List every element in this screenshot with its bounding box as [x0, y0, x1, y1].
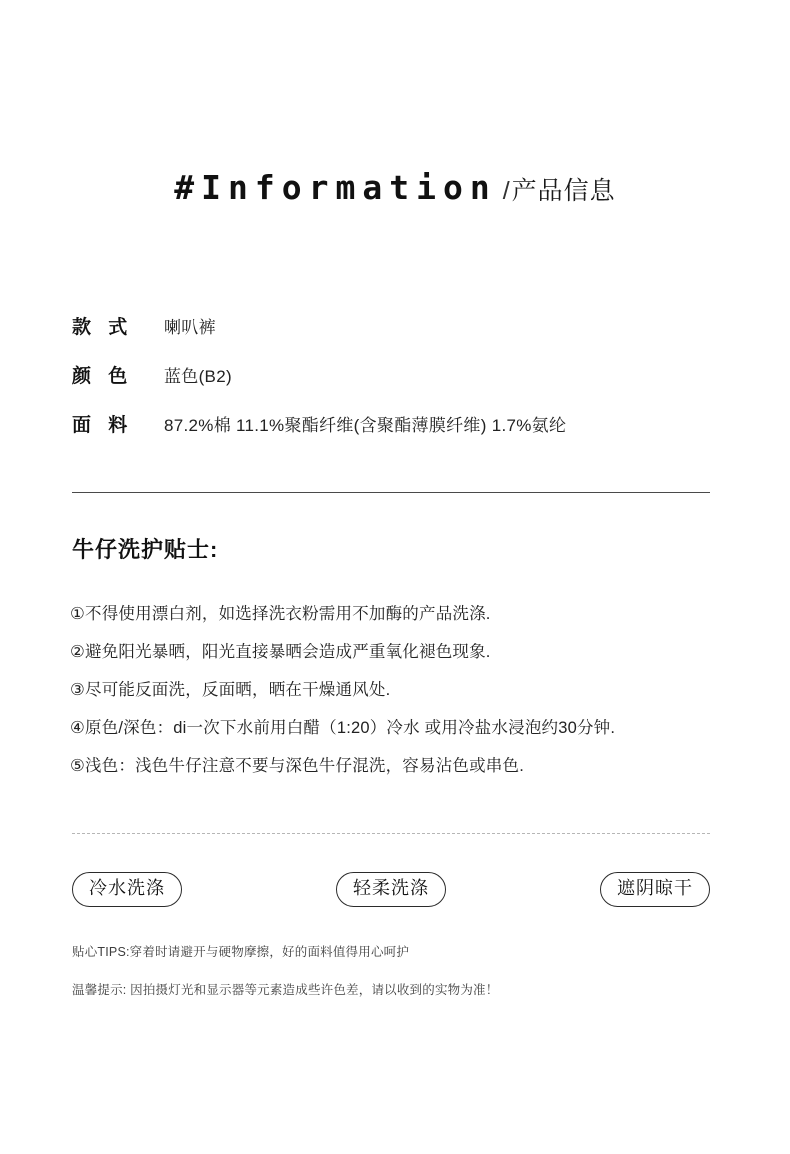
spec-label-style: 款 式 — [72, 317, 134, 338]
care-badge-group — [72, 872, 710, 907]
page-title-cn: 产品信息 — [511, 177, 616, 205]
divider-solid — [72, 492, 710, 493]
spec-label-fabric: 面 料 — [72, 415, 134, 436]
page-title — [0, 168, 790, 207]
care-tips-list — [70, 604, 730, 794]
page-title-separator: / — [502, 177, 510, 205]
list-item: ⑤浅色：浅色牛仔注意不要与深色牛仔混洗，容易沾色或串色. — [70, 757, 524, 775]
care-tips-title: 牛仔洗护贴士: — [72, 537, 219, 562]
spec-table — [72, 312, 718, 459]
spec-label-color: 颜 色 — [72, 366, 134, 387]
list-item: ③尽可能反面洗，反面晒，晒在干燥通风处. — [70, 681, 391, 699]
spec-row — [72, 312, 718, 339]
status-badge-shade-dry: 遮阴晾干 — [600, 872, 710, 907]
divider-dashed — [72, 833, 710, 834]
list-item: ②避免阳光暴晒，阳光直接暴晒会造成严重氧化褪色现象. — [70, 643, 491, 661]
footnote-color-disclaimer: 温馨提示: 因拍摄灯光和显示器等元素造成些许色差，请以收到的实物为准！ — [72, 983, 499, 997]
list-item: ①不得使用漂白剂，如选择洗衣粉需用不加酶的产品洗涤. — [70, 605, 491, 623]
footnote-tips: 贴心TIPS:穿着时请避开与硬物摩擦，好的面料值得用心呵护 — [72, 945, 410, 959]
status-badge-gentle-wash: 轻柔洗涤 — [336, 872, 446, 907]
list-item: ④原色/深色：di一次下水前用白醋（1:20）冷水 或用冷盐水浸泡约30分钟. — [70, 719, 616, 737]
footnote-group — [72, 942, 732, 1018]
page-title-en: #Information — [174, 168, 497, 207]
spec-row — [72, 410, 718, 437]
spec-value-color: 蓝色(B2) — [164, 367, 232, 386]
spec-value-fabric: 87.2%棉 11.1%聚酯纤维(含聚酯薄膜纤维) 1.7%氨纶 — [164, 416, 567, 435]
status-badge-cold-wash: 冷水洗涤 — [72, 872, 182, 907]
spec-value-style: 喇叭裤 — [164, 318, 216, 337]
spec-row — [72, 361, 718, 388]
